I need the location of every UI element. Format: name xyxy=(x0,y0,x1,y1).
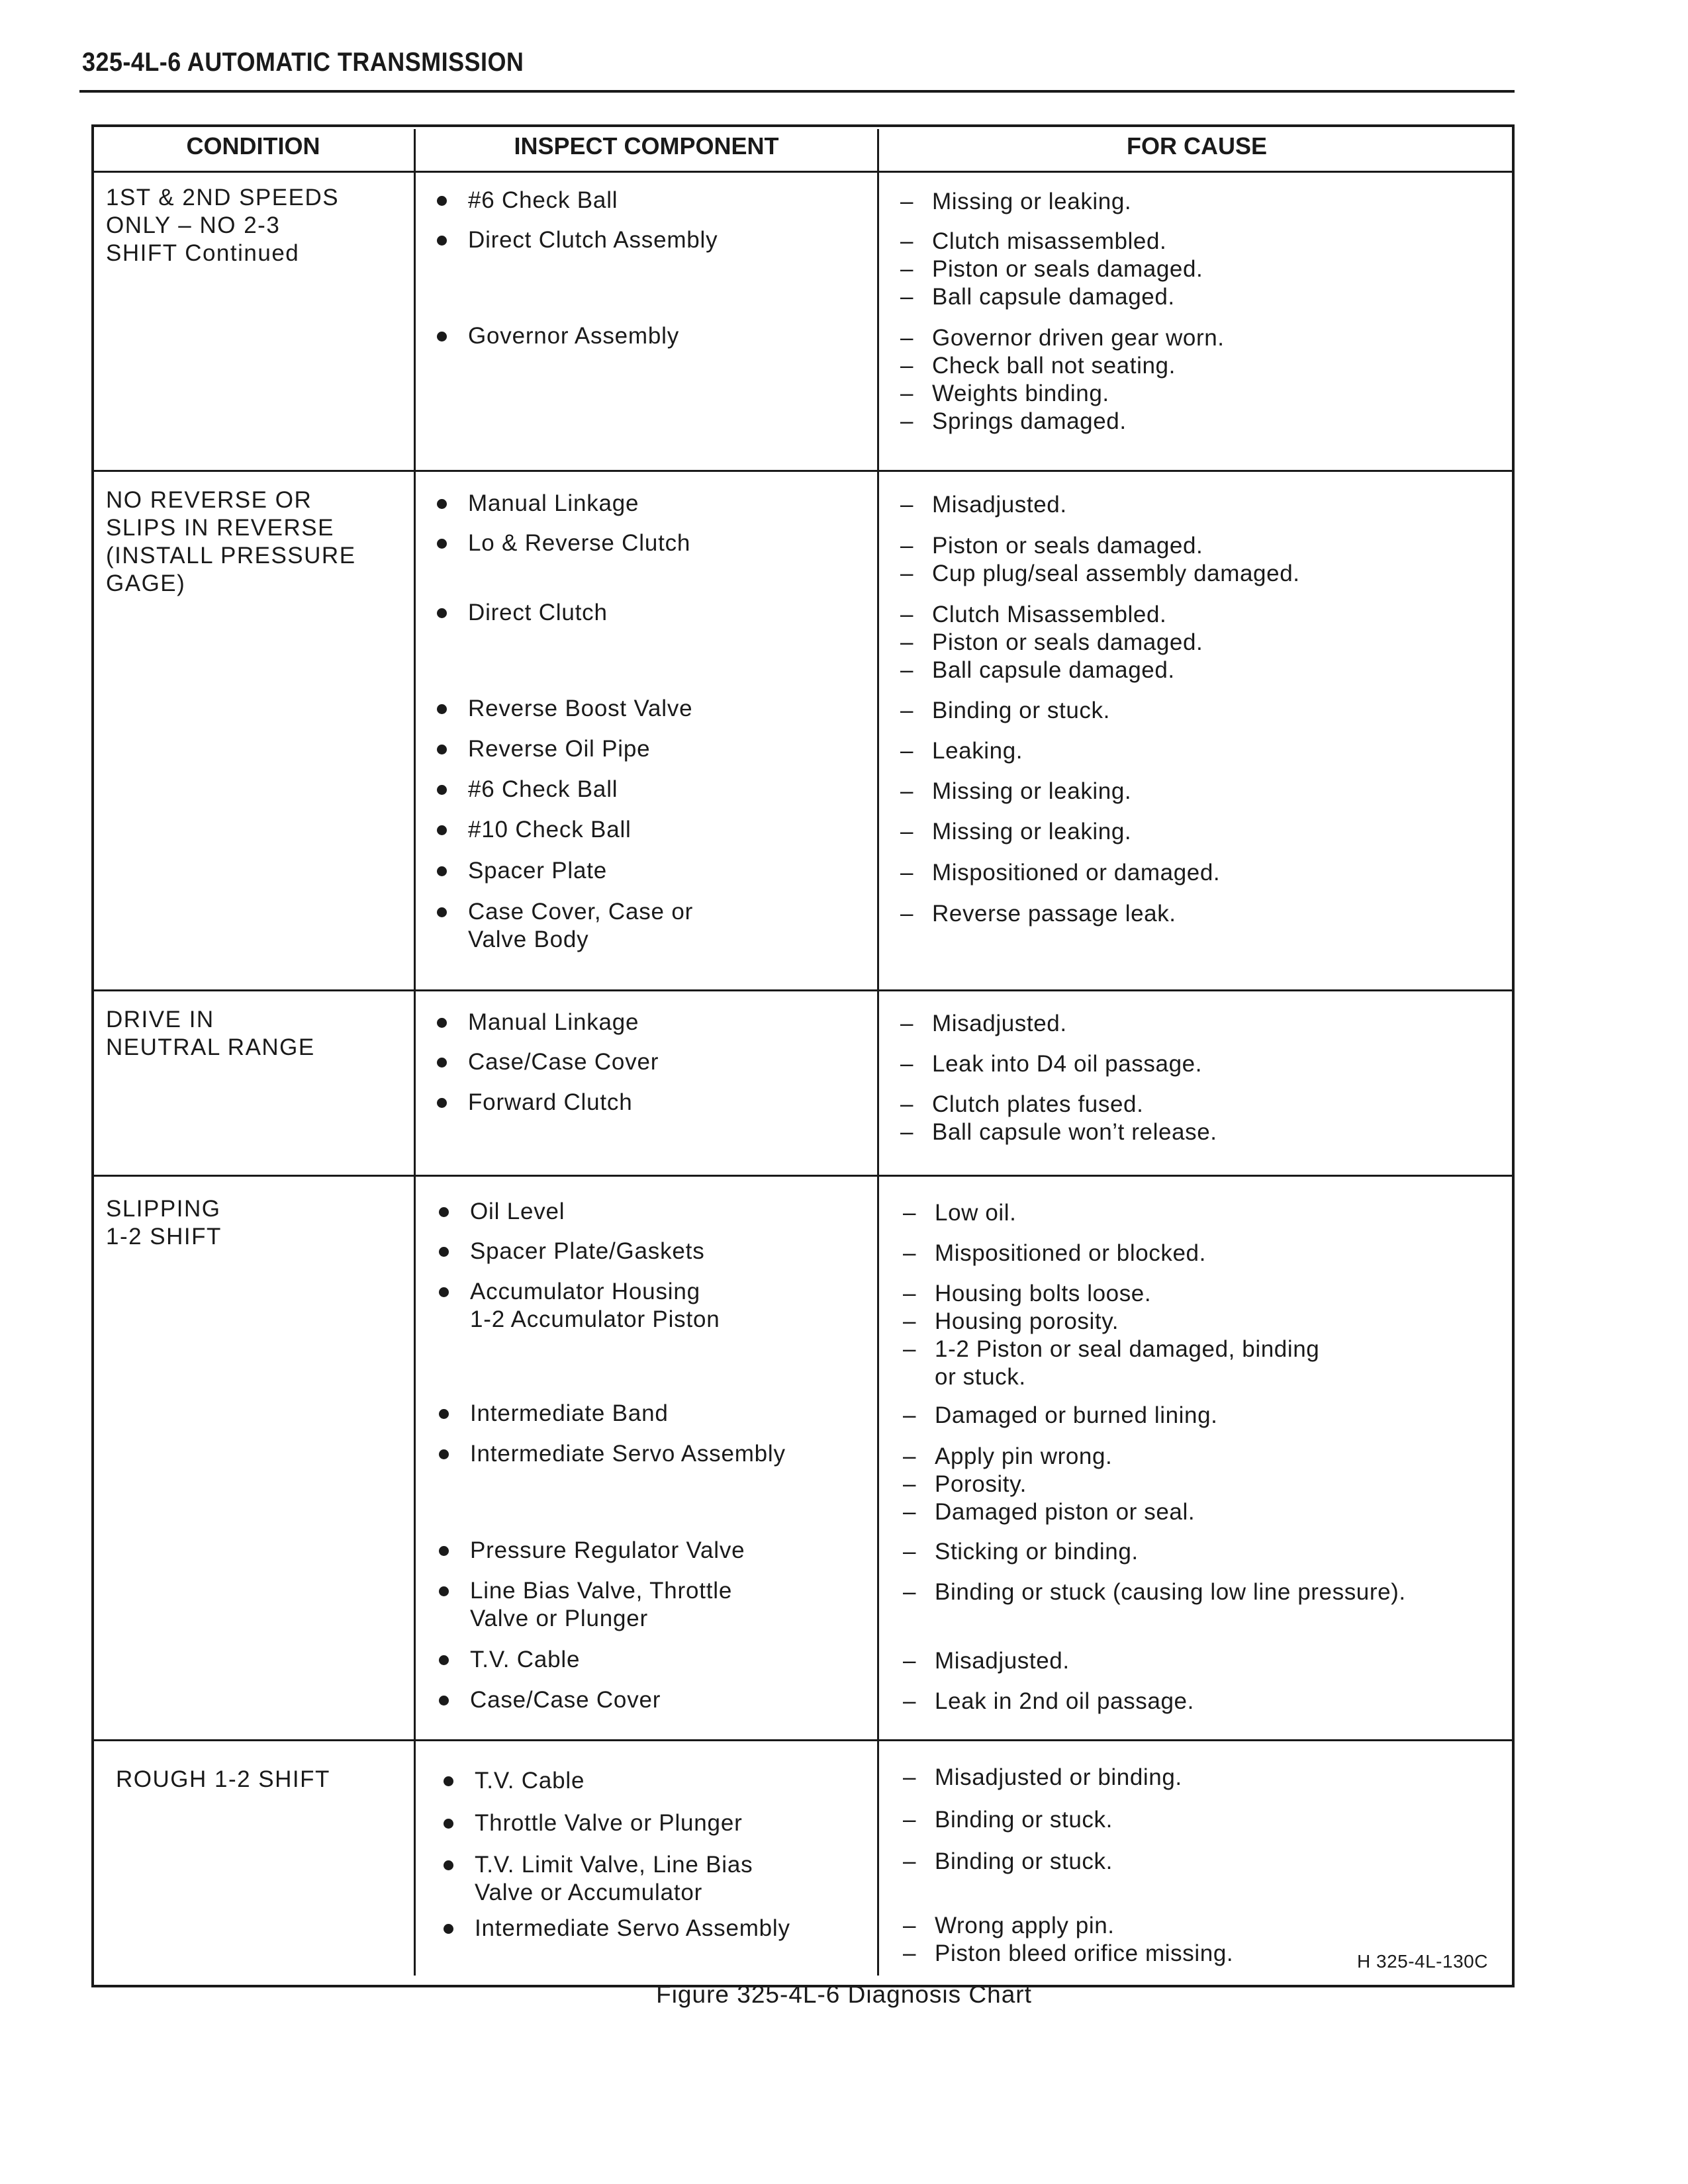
component-item: Oil Level xyxy=(439,1198,565,1226)
section-divider xyxy=(91,1739,1515,1741)
cause-item: – Damaged or burned lining. xyxy=(903,1402,1218,1428)
cause-item: – Misadjusted. xyxy=(900,1011,1067,1036)
column-divider xyxy=(414,129,416,1976)
column-header-condition: CONDITION xyxy=(186,132,320,159)
bullet-icon xyxy=(444,1860,453,1870)
cause-item: – Binding or stuck. xyxy=(900,698,1110,723)
cause-item: – Clutch plates fused. xyxy=(900,1091,1144,1117)
figure-caption: Figure 325-4L-6 Diagnosis Chart xyxy=(656,1981,1032,2008)
bullet-icon xyxy=(437,196,447,206)
bullet-icon xyxy=(439,1247,449,1257)
cause-item: – Piston bleed orifice missing. xyxy=(903,1940,1234,1966)
component-item: Lo & Reverse Clutch xyxy=(437,529,690,557)
bullet-icon xyxy=(444,1776,453,1786)
cause-item: – 1-2 Piston or seal damaged, binding or stuck. xyxy=(903,1336,1320,1390)
component-item: Line Bias Valve, Throttle Valve or Plunger xyxy=(439,1577,732,1633)
cause-item: – Missing or leaking. xyxy=(900,189,1132,214)
bullet-icon xyxy=(439,1207,449,1217)
bullet-icon xyxy=(439,1409,449,1419)
condition-cell: NO REVERSE OR SLIPS IN REVERSE (INSTALL PRESSURE GAGE) xyxy=(106,487,356,596)
cause-item: – Piston or seals damaged. xyxy=(900,629,1203,655)
bullet-icon xyxy=(437,1058,447,1068)
cause-item: – Housing porosity. xyxy=(903,1308,1119,1334)
component-item: Case/Case Cover xyxy=(437,1048,659,1076)
component-item: Accumulator Housing 1-2 Accumulator Piston xyxy=(439,1278,720,1334)
component-item: Spacer Plate/Gaskets xyxy=(439,1238,705,1265)
header-rule xyxy=(79,90,1515,93)
cause-item: – Clutch misassembled. xyxy=(900,228,1167,254)
bullet-icon xyxy=(439,1586,449,1596)
condition-cell: 1ST & 2ND SPEEDS ONLY – NO 2-3 SHIFT Continued xyxy=(106,185,340,266)
cause-item: – Sticking or binding. xyxy=(903,1539,1139,1565)
bullet-icon xyxy=(437,332,447,341)
cause-item: – Ball capsule damaged. xyxy=(900,657,1175,683)
cause-item: – Leaking. xyxy=(900,738,1023,764)
component-item: Spacer Plate xyxy=(437,857,607,885)
component-item: Manual Linkage xyxy=(437,1009,639,1036)
cause-item: – Leak into D4 oil passage. xyxy=(900,1051,1203,1077)
bullet-icon xyxy=(437,704,447,714)
component-item: Direct Clutch xyxy=(437,599,608,627)
component-item: Intermediate Servo Assembly xyxy=(439,1440,786,1468)
column-header-component: INSPECT COMPONENT xyxy=(514,132,779,159)
cause-item: – Mispositioned or damaged. xyxy=(900,860,1221,886)
component-item: Pressure Regulator Valve xyxy=(439,1537,745,1565)
bullet-icon xyxy=(439,1287,449,1297)
component-item: Manual Linkage xyxy=(437,490,639,518)
component-item: Case/Case Cover xyxy=(439,1686,661,1714)
bullet-icon xyxy=(437,1098,447,1108)
cause-item: – Apply pin wrong. xyxy=(903,1443,1113,1469)
cause-item: – Misadjusted. xyxy=(900,492,1067,518)
bullet-icon xyxy=(437,499,447,509)
cause-item: – Piston or seals damaged. xyxy=(900,256,1203,282)
column-header-cause: FOR CAUSE xyxy=(1126,132,1267,159)
cause-item: – Reverse passage leak. xyxy=(900,901,1176,927)
cause-item: – Springs damaged. xyxy=(900,408,1127,434)
bullet-icon xyxy=(437,1018,447,1028)
cause-item: – Misadjusted. xyxy=(903,1648,1070,1674)
section-divider xyxy=(91,1175,1515,1177)
cause-item: – Misadjusted or binding. xyxy=(903,1764,1182,1790)
cause-item: – Weights binding. xyxy=(900,381,1109,406)
cause-item: – Missing or leaking. xyxy=(900,778,1132,804)
component-item: Governor Assembly xyxy=(437,322,679,350)
bullet-icon xyxy=(444,1819,453,1829)
cause-item: – Leak in 2nd oil passage. xyxy=(903,1688,1194,1714)
bullet-icon xyxy=(437,785,447,795)
figure-code: H 325-4L-130C xyxy=(1357,1951,1488,1972)
page-header: 325-4L-6 AUTOMATIC TRANSMISSION xyxy=(82,48,524,77)
condition-cell: DRIVE IN NEUTRAL RANGE xyxy=(106,1007,315,1060)
component-item: Reverse Boost Valve xyxy=(437,695,692,723)
cause-item: – Binding or stuck. xyxy=(903,1807,1113,1833)
component-item: T.V. Cable xyxy=(439,1646,580,1674)
bullet-icon xyxy=(444,1924,453,1934)
component-item: Direct Clutch Assembly xyxy=(437,226,718,254)
condition-cell: ROUGH 1-2 SHIFT xyxy=(116,1766,330,1792)
bullet-icon xyxy=(439,1546,449,1556)
column-divider xyxy=(877,129,879,1976)
bullet-icon xyxy=(437,539,447,549)
cause-item: – Mispositioned or blocked. xyxy=(903,1240,1206,1266)
cause-item: – Binding or stuck (causing low line pressure). xyxy=(903,1579,1406,1605)
cause-item: – Governor driven gear worn. xyxy=(900,325,1225,351)
component-item: T.V. Cable xyxy=(444,1767,585,1795)
condition-cell: SLIPPING 1-2 SHIFT xyxy=(106,1196,222,1250)
bullet-icon xyxy=(439,1655,449,1665)
cause-item: – Low oil. xyxy=(903,1200,1017,1226)
cause-item: – Damaged piston or seal. xyxy=(903,1499,1196,1525)
component-item: Forward Clutch xyxy=(437,1089,633,1116)
bullet-icon xyxy=(437,907,447,917)
cause-item: – Clutch Misassembled. xyxy=(900,602,1167,627)
bullet-icon xyxy=(437,825,447,835)
bullet-icon xyxy=(439,1449,449,1459)
cause-item: – Piston or seals damaged. xyxy=(900,533,1203,559)
bullet-icon xyxy=(437,866,447,876)
bullet-icon xyxy=(437,608,447,618)
component-item: Throttle Valve or Plunger xyxy=(444,1809,743,1837)
component-item: Intermediate Band xyxy=(439,1400,669,1428)
header-divider xyxy=(91,171,1515,173)
section-divider xyxy=(91,989,1515,991)
cause-item: – Binding or stuck. xyxy=(903,1848,1113,1874)
component-item: #6 Check Ball xyxy=(437,187,618,214)
bullet-icon xyxy=(437,236,447,246)
cause-item: – Wrong apply pin. xyxy=(903,1913,1115,1938)
cause-item: – Ball capsule won’t release. xyxy=(900,1119,1217,1145)
cause-item: – Check ball not seating. xyxy=(900,353,1176,379)
cause-item: – Missing or leaking. xyxy=(900,819,1132,844)
component-item: Intermediate Servo Assembly xyxy=(444,1915,790,1942)
bullet-icon xyxy=(439,1696,449,1706)
component-item: Reverse Oil Pipe xyxy=(437,735,650,763)
cause-item: – Ball capsule damaged. xyxy=(900,284,1175,310)
cause-item: – Housing bolts loose. xyxy=(903,1281,1152,1306)
cause-item: – Porosity. xyxy=(903,1471,1027,1497)
bullet-icon xyxy=(437,745,447,754)
section-divider xyxy=(91,470,1515,472)
component-item: #10 Check Ball xyxy=(437,816,632,844)
component-item: #6 Check Ball xyxy=(437,776,618,803)
component-item: Case Cover, Case or Valve Body xyxy=(437,898,693,954)
cause-item: – Cup plug/seal assembly damaged. xyxy=(900,561,1300,586)
component-item: T.V. Limit Valve, Line Bias Valve or Accumulator xyxy=(444,1851,753,1907)
